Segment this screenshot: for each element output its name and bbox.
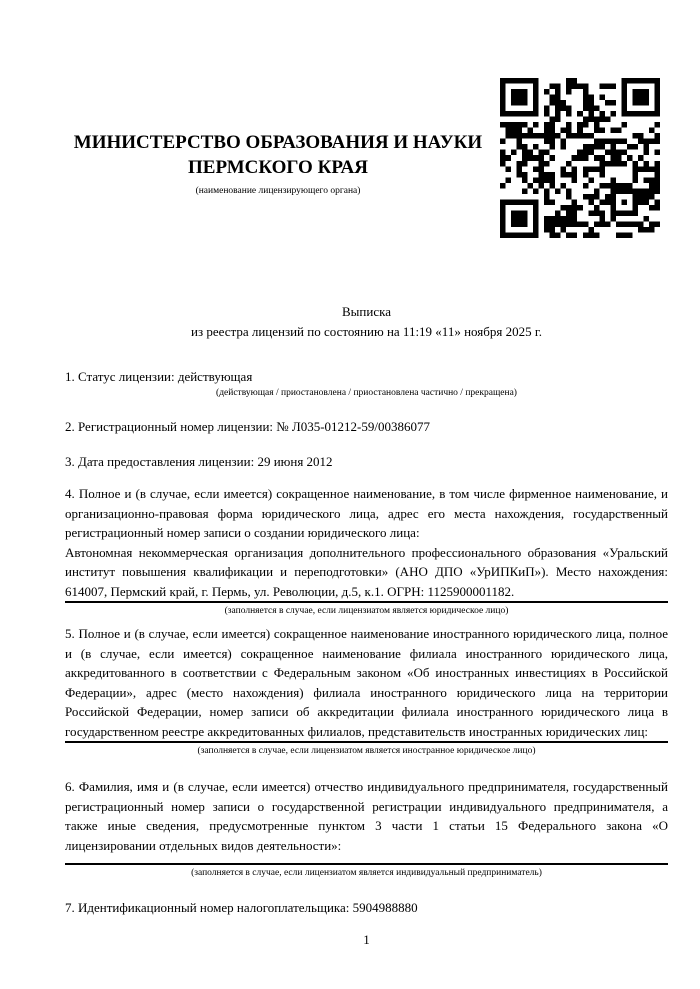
registration-number-text: 2. Регистрационный номер лицензии: № Л035-01212-59/00386077 xyxy=(65,419,431,434)
individual-entrepreneur-question: 6. Фамилия, имя и (в случае, если имеется) отчество индивидуального предпринимателя, государственный регистрационный номер записи о государственной регистрации индивидуального предпринимателя, а также иные сведения, предусмотренные пунктом 3 части 1 статьи 15 Федерального закона «О лицензировании отдельных видов деятельности»: xyxy=(65,779,668,853)
legal-entity-fill-line xyxy=(65,601,668,603)
item-grant-date xyxy=(65,452,668,472)
page-number: 1 xyxy=(363,932,370,947)
authority-caption: (наименование лицензирующего органа) xyxy=(195,186,361,196)
license-status-text: 1. Статус лицензии: действующая xyxy=(65,369,253,384)
page-footer xyxy=(65,932,668,948)
foreign-entity-fill-caption: (заполняется в случае, если лицензиатом является иностранное юридическое лицо) xyxy=(197,746,536,756)
item-license-status xyxy=(65,367,668,400)
document-title xyxy=(65,302,668,342)
qr-code-icon xyxy=(500,78,660,238)
authority-name-line2: ПЕРМСКОГО КРАЯ xyxy=(188,157,368,178)
legal-entity-fill-caption: (заполняется в случае, если лицензиатом является юридическое лицо) xyxy=(224,606,509,616)
item-legal-entity xyxy=(65,484,668,618)
item-registration-number xyxy=(65,417,668,437)
foreign-entity-question: 5. Полное и (в случае, если имеется) сокращенное наименование иностранного юридического лица, полное и (в случае, если имеется) сокращенное наименование филиала иностранного юридического лица, аккредитованного в соответствии с Федеральным законом «Об иностранных инвестициях в Российской Федерации», адрес (место нахождения) филиала иностранного юридического лица на территории Российской Федерации, номер записи об аккредитации филиала иностранного юридического лица в государственном реестре аккредитованных филиалов, представительств иностранных юридических лиц: xyxy=(65,626,668,739)
document-title-line1: Выписка xyxy=(342,304,391,319)
legal-entity-answer: Автономная некоммерческая организация дополнительного профессионального образования «Уральский институт повышения квалификации и переподготовки» (АНО ДПО «УрИПКиП»). Место нахождения: 614007, Пермский край, г. Пермь, ул. Революции, д.5, к.1. ОГРН: 1125900001182. xyxy=(65,544,668,599)
item-foreign-entity xyxy=(65,624,668,758)
authority-name-line1: МИНИСТЕРСТВО ОБРАЗОВАНИЯ И НАУКИ xyxy=(73,132,483,153)
license-status-options-caption: (действующая / приостановлена / приостановлена частично / прекращена) xyxy=(216,388,517,398)
foreign-entity-fill-line xyxy=(65,741,668,743)
individual-entrepreneur-fill-caption: (заполняется в случае, если лицензиатом является индивидуальный предприниматель) xyxy=(191,868,542,878)
item-individual-entrepreneur xyxy=(65,777,668,880)
legal-entity-question: 4. Полное и (в случае, если имеется) сокращенное наименование, в том числе фирменное наименование, и организационно-правовая форма юридического лица, адрес его места нахождения, государственный регистрационный номер записи о создании юридического лица: xyxy=(65,486,668,540)
item-taxpayer-number xyxy=(65,898,668,918)
licensing-authority-header xyxy=(65,130,491,197)
grant-date-text: 3. Дата предоставления лицензии: 29 июня 2012 xyxy=(65,454,333,469)
individual-entrepreneur-fill-line xyxy=(65,863,668,865)
extract-items xyxy=(65,367,668,918)
taxpayer-number-text: 7. Идентификационный номер налогоплательщика: 5904988880 xyxy=(65,900,418,915)
document-title-line2: из реестра лицензий по состоянию на 11:19 «11» ноября 2025 г. xyxy=(191,324,542,339)
